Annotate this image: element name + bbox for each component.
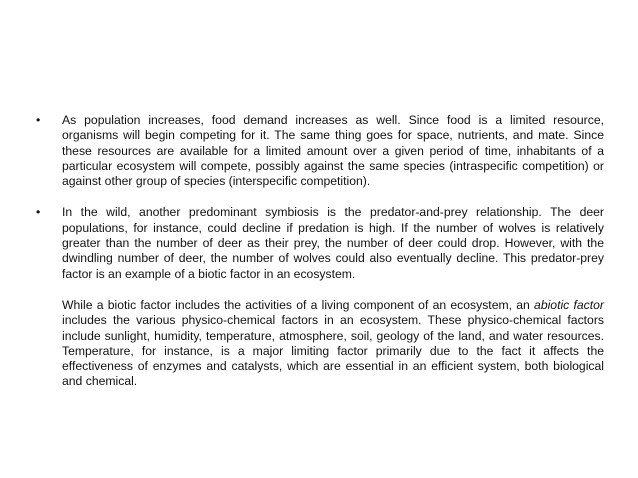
abiotic-paragraph-rest: includes the various physico-chemical factors in an ecosystem. These physico-chemical factors include sunlight, humidity, temperature, atmosphere, soil, geology of the land, and water resources. Temperature, for instance, is a major limiting factor primarily due to the fact it affects the effectiveness of enzymes and catalysts, which are essential in an efficient system, both biological and chemical. [62,313,604,389]
bullet-item-predation [36,205,604,281]
bullet-dot-icon: • [36,205,41,220]
bullet-dot-icon: • [36,113,41,127]
abiotic-paragraph-lead: While a biotic factor includes the activities of a living component of an ecosystem, an [62,297,535,312]
abiotic-factor-term: abiotic factor [534,297,604,312]
bullet-text-competition: As population increases, food demand increases as well. Since food is a limited resource, organisms will begin competing for it. The same thing goes for space, nutrients, and mate. Since these resources are available for a limited amount over a given period of time, inhabitants of a particular ecosystem will compete, possibly against the same species (intraspecific competition) or against other group of species (interspecific competition). [62,113,604,189]
bullet-text-predation: In the wild, another predominant symbiosis is the predator-and-prey relationship. The deer populations, for instance, could decline if predation is high. If the number of wolves is relatively greater than the number of deer as their prey, the number of deer could drop. However, with the dwindling number of deer, the number of wolves could also eventually decline. This predator-prey factor is an example of a biotic factor in an ecosystem. [62,205,604,281]
bullet-item-competition [36,113,604,189]
slide-body [36,113,604,390]
abiotic-paragraph [36,298,604,390]
